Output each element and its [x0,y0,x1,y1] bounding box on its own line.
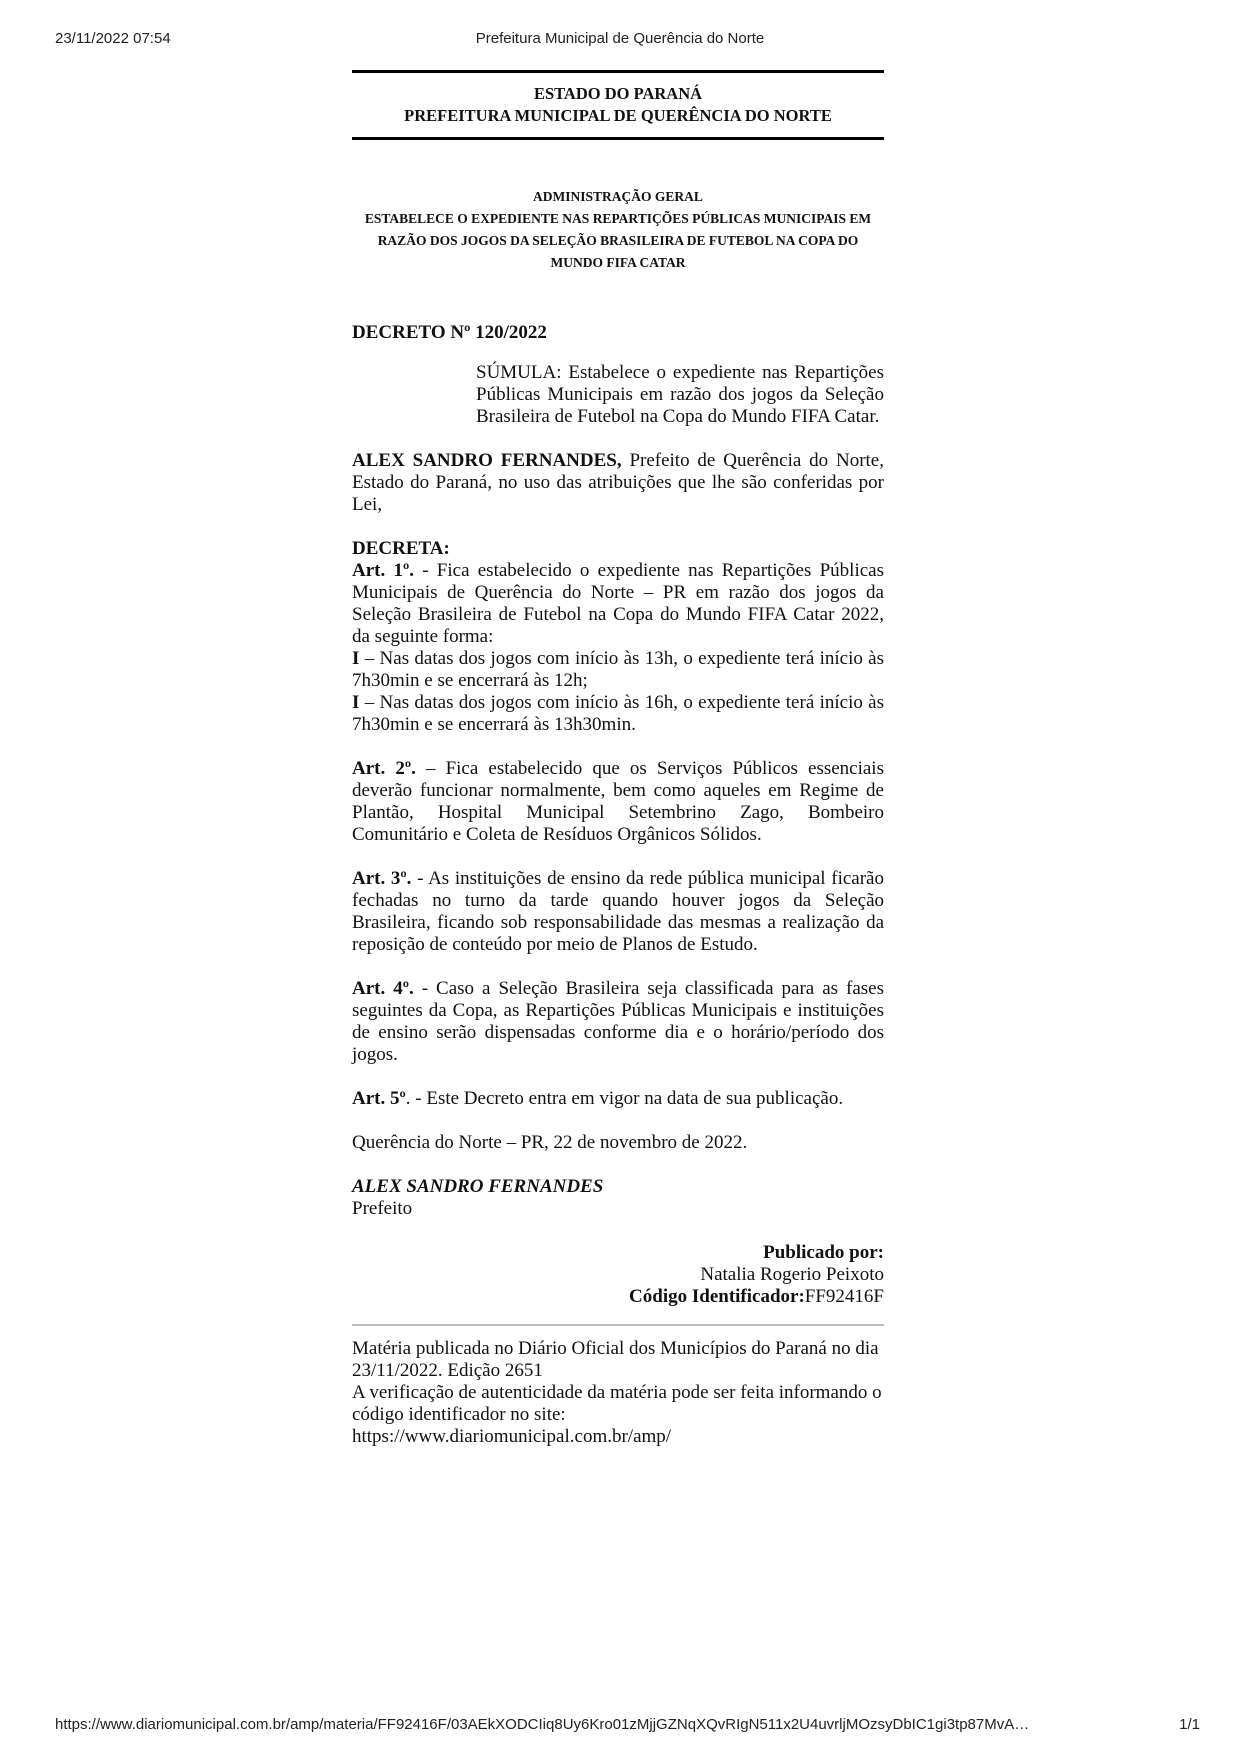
place-date: Querência do Norte – PR, 22 de novembro de 2022. [352,1132,748,1153]
signatory-role: Prefeito [352,1198,413,1219]
publisher-name: Natalia Rogerio Peixoto [700,1264,884,1285]
article-1-item-1: I – Nas datas dos jogos com início às 13h, o expediente terá início às 7h30min e se encerrará às 12h; [352,648,884,691]
preamble [352,450,884,516]
decree-number: DECRETO Nº 120/2022 [352,322,547,343]
print-page-count: 1/1 [1179,1716,1200,1733]
document [352,70,884,1448]
municipality-name: PREFEITURA MUNICIPAL DE QUERÊNCIA DO NORTE [404,106,832,125]
article-4: Art. 4º. - Caso a Seleção Brasileira seja classificada para as fases seguintes da Copa, as Repartições Públicas Municipais e instituições de ensino serão dispensadas conforme dia e o horário/período dos jogos. [352,978,884,1065]
mayor-name-bold: ALEX SANDRO FERNANDES, [352,450,622,471]
article-5-label: Art. 5º [352,1088,406,1109]
verification-url: https://www.diariomunicipal.com.br/amp/ [352,1426,672,1447]
print-url: https://www.diariomunicipal.com.br/amp/materia/FF92416F/03AEkXODCIiq8Uy6Kro01zMjjGZNqXQvRIgN511x2U4uvrljMOzsyDbIC1gi3tp87MvA… [55,1716,1030,1733]
print-page-title: Prefeitura Municipal de Querência do Norte [475,30,765,47]
subject-block [352,186,884,274]
decreta-heading: DECRETA: [352,538,450,559]
article-2: Art. 2º. – Fica estabelecido que os Serviços Públicos essenciais deverão funcionar normalmente, bem como aqueles em Regime de Plantão, Hospital Municipal Setembrino Zago, Bombeiro Comunitário e Coleta de Resíduos Orgânicos Sólidos. [352,758,884,845]
article-4-label: Art. 4º. [352,978,414,999]
article-1-item-2: I – Nas datas dos jogos com início às 16h, o expediente terá início às 7h30min e se encerrará às 13h30min. [352,692,884,735]
footer-note [352,1338,884,1448]
verification-info: A verificação de autenticidade da matéria pode ser feita informando o código identificador no site: [352,1382,882,1425]
identifier-code: Código Identificador:FF92416F [629,1286,884,1307]
signatory-name: ALEX SANDRO FERNANDES [352,1176,604,1197]
print-datetime: 23/11/2022 07:54 [55,30,171,47]
article-5: Art. 5º. - Este Decreto entra em vigor na data de sua publicação. [352,1088,844,1109]
heading-box [352,73,884,137]
department: ADMINISTRAÇÃO GERAL [533,189,703,204]
article-1: Art. 1º. - Fica estabelecido o expediente nas Repartições Públicas Municipais de Querência do Norte – PR em razão dos jogos da Seleção Brasileira de Futebol na Copa do Mundo FIFA Catar 2022, da seguinte forma: [352,560,884,647]
article-1-label: Art. 1º. [352,560,414,581]
article-3-label: Art. 3º. [352,868,412,889]
publication-info: Matéria publicada no Diário Oficial dos Municípios do Paraná no dia 23/11/2022. Edição 2651 [352,1338,879,1381]
preamble-text: Prefeito de Querência do Norte, Estado do Paraná, no uso das atribuições que lhe são conferidas por Lei, [352,450,884,515]
article-2-label: Art. 2º. [352,758,416,779]
article-3: Art. 3º. - As instituições de ensino da rede pública municipal ficarão fechadas no turno da tarde quando houver jogos da Seleção Brasileira, ficando sob responsabilidade das mesmas a realização da reposição de conteúdo por meio de Planos de Estudo. [352,868,884,955]
subject-title: ESTABELECE O EXPEDIENTE NAS REPARTIÇÕES PÚBLICAS MUNICIPAIS EM RAZÃO DOS JOGOS DA SELEÇÃO BRASILEIRA DE FUTEBOL NA COPA DO MUNDO FIFA CATAR [364,211,872,270]
published-by-label: Publicado por: [763,1242,884,1263]
header-bottom-rule [352,137,884,140]
footer-divider [352,1324,884,1326]
state-name: ESTADO DO PARANÁ [533,84,703,103]
sumula: SÚMULA: Estabelece o expediente nas Repartições Públicas Municipais em razão dos jogos da Seleção Brasileira de Futebol na Copa do Mundo FIFA Catar. [476,362,884,427]
